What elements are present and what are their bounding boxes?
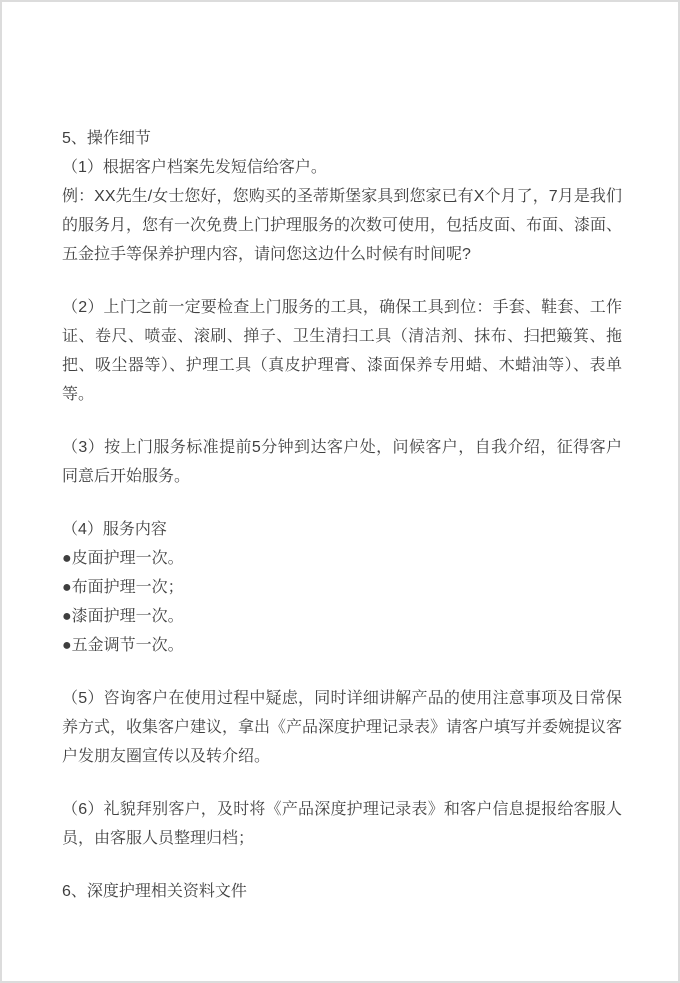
bullet-icon: ● bbox=[62, 637, 72, 654]
step-2-text: （2）上门之前一定要检查上门服务的工具，确保工具到位：手套、鞋套、工作证、卷尺、喷壶、滚刷、掸子、卫生清扫工具（清洁剂、抹布、扫把簸箕、拖把、吸尘器等）、护理工具（真皮护理膏、漆面保养专用蜡、木蜡油等）、表单等。 bbox=[62, 299, 622, 403]
step-3-text: （3）按上门服务标准提前5分钟到达客户处，问候客户，自我介绍，征得客户同意后开始服务。 bbox=[62, 439, 622, 485]
section-5-heading: 5、操作细节 bbox=[62, 130, 151, 147]
step-4-heading: （4）服务内容 bbox=[62, 521, 167, 538]
sms-example-text: 例：XX先生/女士您好，您购买的圣蒂斯堡家具到您家已有X个月了，7月是我们的服务月，您有一次免费上门护理服务的次数可使用，包括皮面、布面、漆面、五金拉手等保养护理内容，请问您这边什么时候有时间呢? bbox=[62, 188, 623, 263]
bullet-item-fabric bbox=[62, 573, 622, 602]
bullet-icon: ● bbox=[62, 550, 72, 567]
bullet-icon: ● bbox=[62, 608, 72, 625]
step-1-text: （1）根据客户档案先发短信给客户。 bbox=[62, 159, 327, 176]
bullet-item-label: 布面护理一次； bbox=[71, 579, 184, 596]
bullet-item-leather bbox=[62, 544, 622, 573]
bullet-item-paint bbox=[62, 602, 622, 631]
step-6-text: （6）礼貌拜别客户，及时将《产品深度护理记录表》和客户信息提报给客服人员，由客服人员整理归档； bbox=[62, 801, 622, 847]
section-6-heading: 6、深度护理相关资料文件 bbox=[62, 883, 247, 900]
step-5-text: （5）咨询客户在使用过程中疑虑，同时详细讲解产品的使用注意事项及日常保养方式，收集客户建议，拿出《产品深度护理记录表》请客户填写并委婉提议客户发朋友圈宣传以及转介绍。 bbox=[62, 690, 623, 765]
bullet-icon: ● bbox=[62, 579, 72, 596]
service-content-block bbox=[62, 515, 622, 660]
bullet-item-label: 五金调节一次。 bbox=[71, 637, 184, 654]
bullet-item-label: 漆面护理一次。 bbox=[71, 608, 184, 625]
bullet-item-hardware bbox=[62, 631, 622, 660]
document-content bbox=[2, 2, 678, 906]
bullet-item-label: 皮面护理一次。 bbox=[71, 550, 184, 567]
